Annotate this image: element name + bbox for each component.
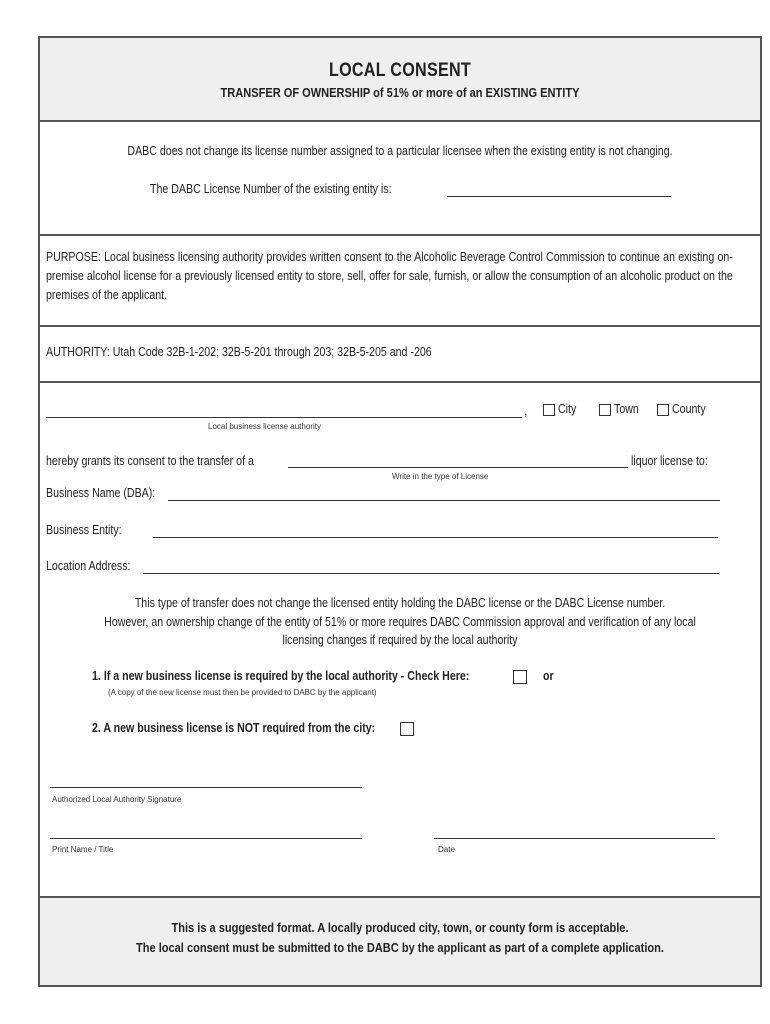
grants-suffix: liquor license to: [631,454,708,468]
grants-prefix: hereby grants its consent to the transfer of a [46,454,254,468]
purpose-section [40,236,760,327]
option1-note: (A copy of the new license must then be provided to DABC by the applicant) [108,688,377,697]
form-subtitle: TRANSFER OF OWNERSHIP of 51% or more of an EXISTING ENTITY [220,85,580,100]
city-checkbox[interactable] [543,404,555,416]
business-entity-label: Business Entity: [46,523,122,537]
print-name-caption: Print Name / Title [52,845,114,854]
form-footer [40,896,760,985]
date-field[interactable] [434,838,715,839]
option2-checkbox[interactable] [400,722,414,736]
business-name-label: Business Name (DBA): [46,486,156,500]
county-checkbox[interactable] [657,404,669,416]
print-name-field[interactable] [50,838,362,839]
town-label: Town [614,402,639,416]
license-number-field[interactable] [447,196,671,197]
business-entity-field[interactable] [153,537,718,538]
option1-label: 1. If a new business license is required by the local authority - Check Here: [92,669,470,683]
license-type-caption: Write in the type of License [392,472,489,481]
signature-caption: Authorized Local Authority Signature [52,795,182,804]
county-label: County [672,402,706,416]
authority-text: AUTHORITY: Utah Code 32B-1-202; 32B-5-201 through 203; 32B-5-205 and -206 [46,345,432,359]
purpose-text: PURPOSE: Local business licensing authority provides written consent to the Alcoholic Beverage Control Commission to continue an existing on-premise alcohol license for a previously licensed entity to store, sell, offer for sale, furnish, or allow the consumption of an alcoholic product on the premises of the applicant. [46,250,733,302]
license-number-label: The DABC License Number of the existing entity is: [150,182,392,196]
option1-or: or [543,669,554,683]
transfer-note-line1: This type of transfer does not change the licensed entity holding the DABC license or the DABC License number. [134,596,666,610]
date-caption: Date [438,845,455,854]
form-frame [38,36,762,987]
footer-line2: The local consent must be submitted to the DABC by the applicant as part of a complete application. [135,940,665,955]
authority-comma: , [524,404,528,418]
location-address-field[interactable] [143,573,719,574]
town-checkbox[interactable] [599,404,611,416]
transfer-note-line2: However, an ownership change of the entity of 51% or more requires DABC Commission approval and verification of any local [104,615,696,629]
intro-line: DABC does not change its license number assigned to a particular licensee when the existing entity is not changing. [127,144,673,158]
option2-label: 2. A new business license is NOT required from the city: [92,721,376,735]
intro-section [40,122,760,236]
transfer-note-line3: licensing changes if required by the local authority [282,633,518,647]
business-name-field[interactable] [168,500,720,501]
form-header [40,38,760,122]
footer-line1: This is a suggested format. A locally produced city, town, or county form is acceptable. [171,920,629,935]
location-label: Location Address: [46,559,131,573]
option1-checkbox[interactable] [513,670,527,684]
city-label: City [558,402,577,416]
local-authority-field[interactable] [46,417,522,418]
authority-caption: Local business license authority [208,422,321,431]
license-type-field[interactable] [288,467,628,468]
form-title: LOCAL CONSENT [328,60,472,81]
authority-section [40,327,760,383]
signature-field[interactable] [50,787,362,788]
